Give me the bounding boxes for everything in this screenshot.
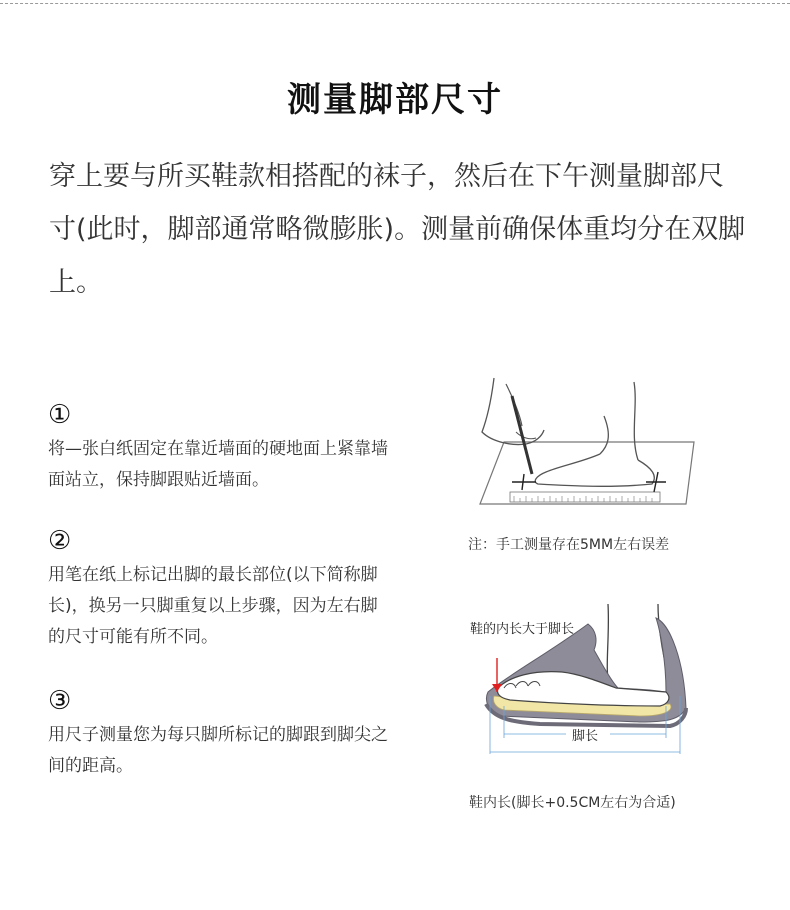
step-1-text: 将—张白纸固定在靠近墙面的硬地面上紧靠墙面站立，保持脚跟贴近墙面。	[48, 439, 388, 490]
step-3	[48, 686, 393, 782]
step-2-text: 用笔在纸上标记出脚的最长部位(以下简称脚长)，换另一只脚重复以上步骤，因为左右脚的尺寸可能有所不同。	[48, 565, 378, 647]
top-divider	[0, 3, 790, 4]
step-1-number: ①	[48, 400, 72, 430]
figure-2-caption: 鞋内长(脚长+0.5CM左右为合适)	[469, 795, 676, 811]
intro-paragraph: 穿上要与所买鞋款相搭配的袜子，然后在下午测量脚部尺寸(此时，脚部通常略微膨胀)。测量前确保体重均分在双脚上。	[49, 161, 746, 298]
foot-tracing-illustration	[462, 376, 698, 514]
step-3-number: ③	[48, 686, 72, 716]
step-3-text: 用尺子测量您为每只脚所标记的脚跟到脚尖之间的距高。	[48, 725, 388, 776]
step-1	[48, 400, 393, 496]
step-2	[48, 526, 393, 653]
figure-1-caption: 注：手工测量存在5MM左右误差	[468, 537, 670, 553]
step-2-number: ②	[48, 526, 72, 556]
page-title: 测量脚部尺寸	[287, 80, 503, 120]
foot-length-label: 脚长	[572, 729, 599, 744]
shoe-inner-length-label: 鞋的内长大于脚长	[470, 622, 575, 637]
